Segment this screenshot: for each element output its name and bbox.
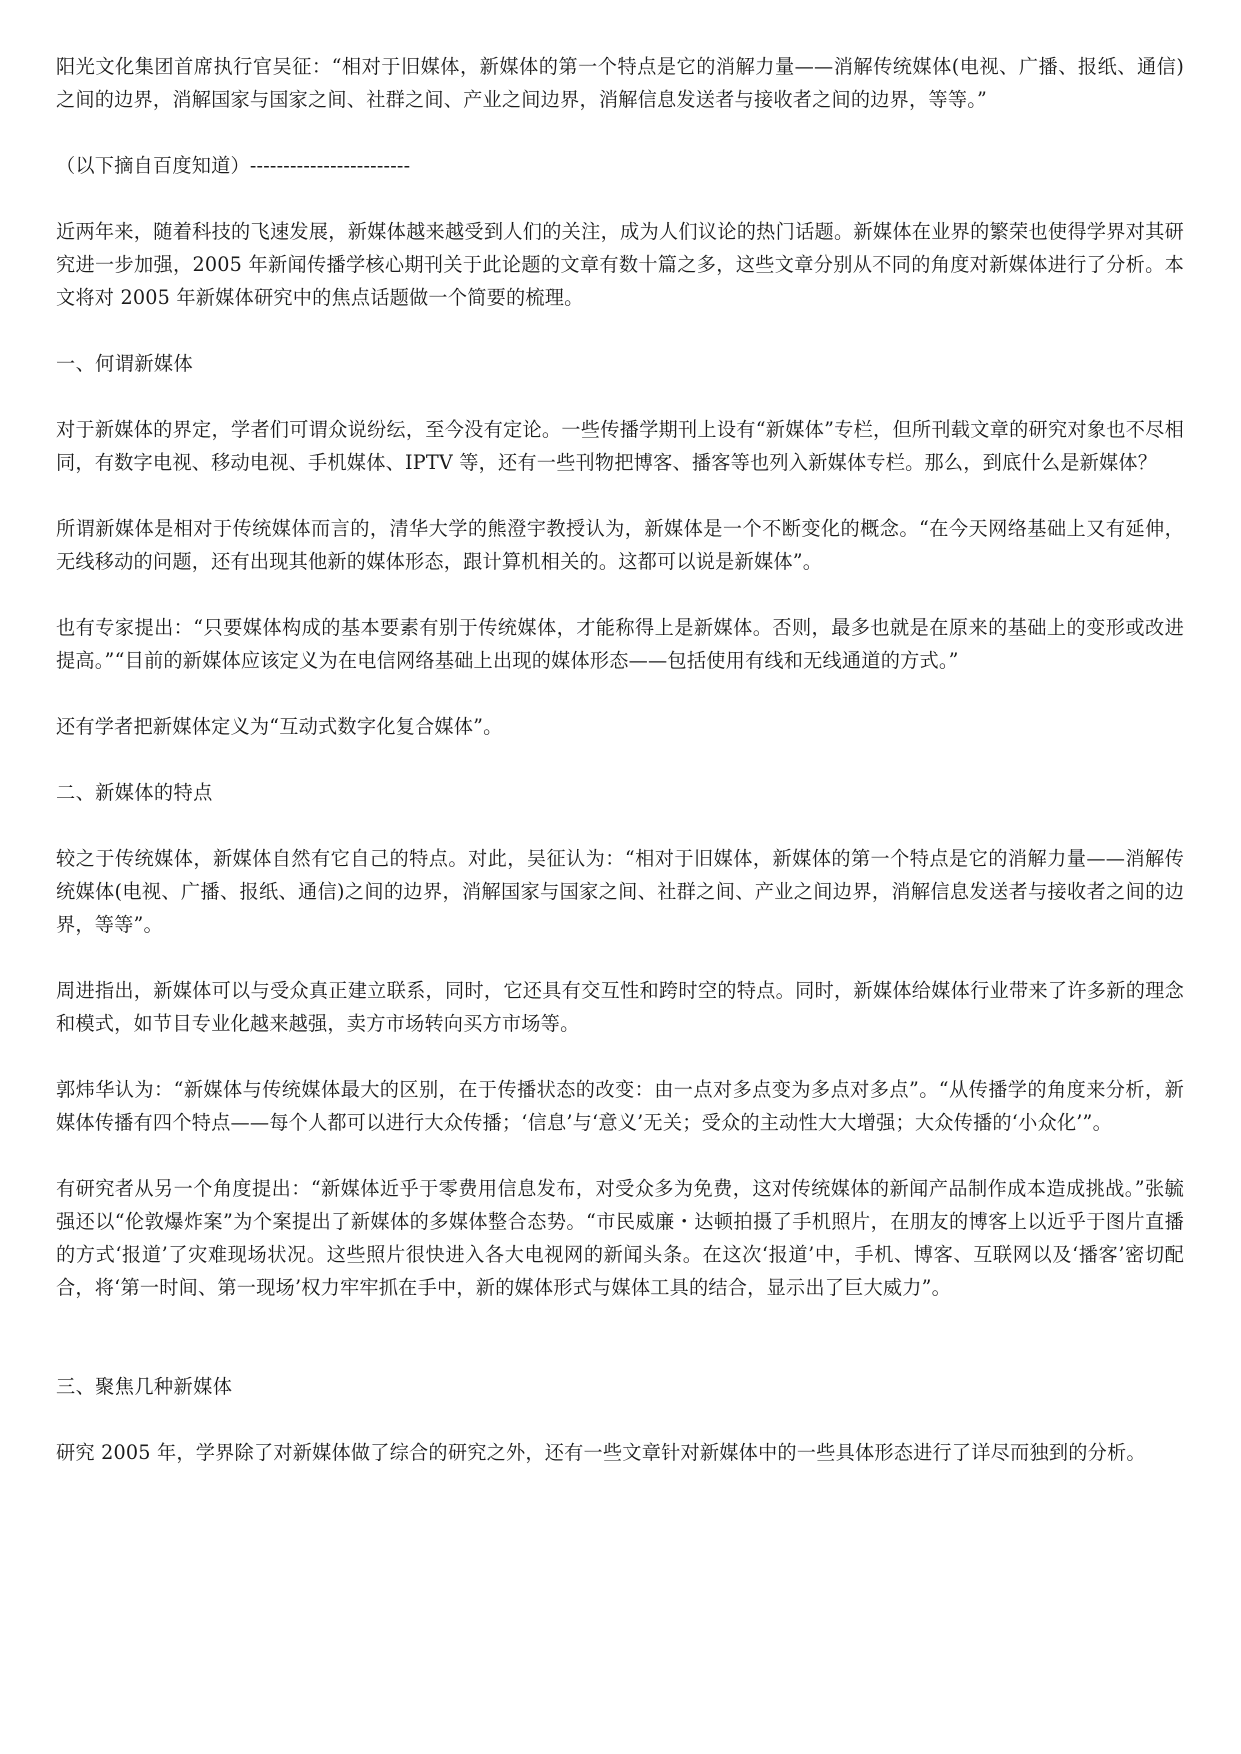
section-heading-definition: 一、何谓新媒体: [56, 352, 194, 375]
section-heading-focus: 三、聚焦几种新媒体: [56, 1375, 233, 1398]
paragraph-xiong-chengyu: 所谓新媒体是相对于传统媒体而言的，清华大学的熊澄宇教授认为，新媒体是一个不断变化的概念。“在今天网络基础上又有延伸，无线移动的问题，还有出现其他新的媒体形态，跟计算机相关的。这都可以说是新媒体”。: [56, 517, 1184, 573]
section-heading-features: 二、新媒体的特点: [56, 781, 213, 804]
paragraph-source-note: （以下摘自百度知道）------------------------: [56, 154, 411, 177]
paragraph-interactive-definition: 还有学者把新媒体定义为“互动式数字化复合媒体”。: [56, 715, 503, 738]
paragraph-wu-zheng-quote: 阳光文化集团首席执行官吴征：“相对于旧媒体，新媒体的第一个特点是它的消解力量——消解传统媒体(电视、广播、报纸、通信)之间的边界，消解国家与国家之间、社群之间、产业之间边界，消解信息发送者与接收者之间的边界，等等。”: [56, 55, 1184, 111]
paragraph-zhou-jin: 周进指出，新媒体可以与受众真正建立联系，同时，它还具有交互性和跨时空的特点。同时，新媒体给媒体行业带来了许多新的理念和模式，如节目专业化越来越强，卖方市场转向买方市场等。: [56, 979, 1184, 1035]
paragraph-2005-research: 研究 2005 年，学界除了对新媒体做了综合的研究之外，还有一些文章针对新媒体中的一些具体形态进行了详尽而独到的分析。: [56, 1441, 1146, 1464]
document-page: [56, 50, 1184, 1469]
paragraph-definition-debate: 对于新媒体的界定，学者们可谓众说纷纭，至今没有定论。一些传播学期刊上设有“新媒体”专栏，但所刊载文章的研究对象也不尽相同，有数字电视、移动电视、手机媒体、IPTV 等，还有一些刊物把博客、播客等也列入新媒体专栏。那么，到底什么是新媒体？: [56, 418, 1184, 474]
paragraph-expert-view: 也有专家提出：“只要媒体构成的基本要素有别于传统媒体，才能称得上是新媒体。否则，最多也就是在原来的基础上的变形或改进提高。”“目前的新媒体应该定义为在电信网络基础上出现的媒体形态——包括使用有线和无线通道的方式。”: [56, 616, 1184, 672]
paragraph-london-bombing: 有研究者从另一个角度提出：“新媒体近乎于零费用信息发布，对受众多为免费，这对传统媒体的新闻产品制作成本造成挑战。”张毓强还以“伦敦爆炸案”为个案提出了新媒体的多媒体整合态势。“市民威廉・达顿拍摄了手机照片，在朋友的博客上以近乎于图片直播的方式‘报道’了灾难现场状况。这些照片很快进入各大电视网的新闻头条。在这次‘报道’中，手机、博客、互联网以及‘播客’密切配合，将‘第一时间、第一现场’权力牢牢抓在手中，新的媒体形式与媒体工具的结合，显示出了巨大威力”。: [56, 1177, 1184, 1299]
paragraph-introduction: 近两年来，随着科技的飞速发展，新媒体越来越受到人们的关注，成为人们议论的热门话题。新媒体在业界的繁荣也使得学界对其研究进一步加强，2005 年新闻传播学核心期刊关于此论题的文章有数十篇之多，这些文章分别从不同的角度对新媒体进行了分析。本文将对 2005 年新媒体研究中的焦点话题做一个简要的梳理。: [56, 220, 1184, 309]
paragraph-guo-weihua: 郭炜华认为：“新媒体与传统媒体最大的区别，在于传播状态的改变：由一点对多点变为多点对多点”。“从传播学的角度来分析，新媒体传播有四个特点——每个人都可以进行大众传播；‘信息’与‘意义’无关；受众的主动性大大增强；大众传播的‘小众化’”。: [56, 1078, 1184, 1134]
paragraph-wu-zheng-features: 较之于传统媒体，新媒体自然有它自己的特点。对此，吴征认为：“相对于旧媒体，新媒体的第一个特点是它的消解力量——消解传统媒体(电视、广播、报纸、通信)之间的边界，消解国家与国家之间、社群之间、产业之间边界，消解信息发送者与接收者之间的边界，等等”。: [56, 847, 1184, 936]
